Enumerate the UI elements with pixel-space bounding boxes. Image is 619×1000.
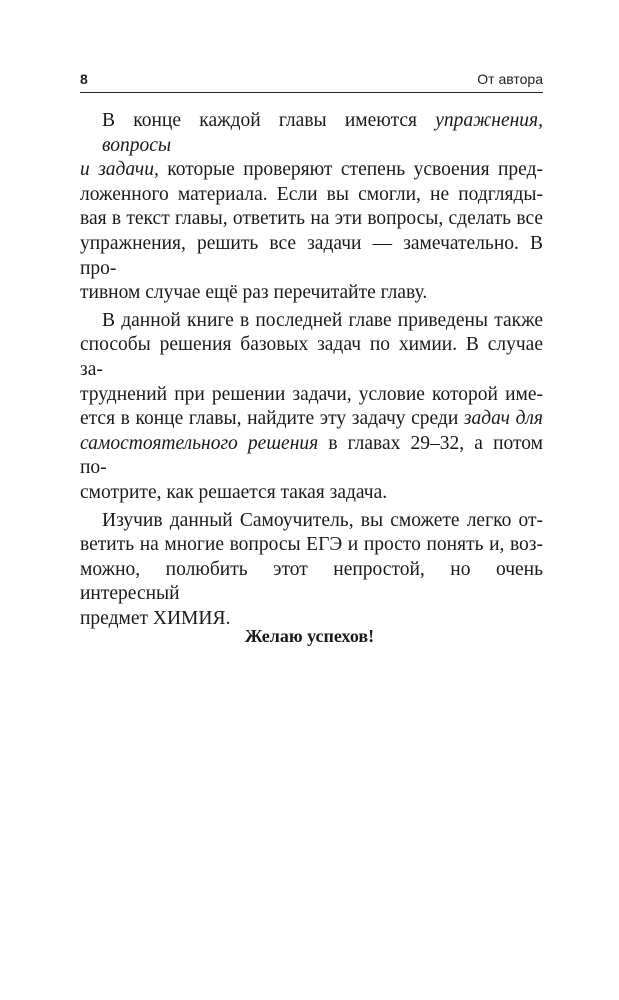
text-line: ется в конце главы, найдите эту задачу среди задач для [80, 408, 543, 430]
text-line: В конце каждой главы имеются упражнения, вопросы [102, 110, 543, 156]
emphasized-text: задач для [463, 408, 543, 430]
running-head: От автора [477, 71, 543, 87]
emphasized-text: самостоятельного решения [80, 432, 319, 454]
text-line: смотрите, как решается такая задача. [80, 481, 388, 503]
text-line: вая в текст главы, ответить на эти вопросы, сделать все [80, 208, 543, 230]
paragraph [80, 509, 543, 632]
text-line: способы решения базовых задач по химии. В случае за- [80, 334, 543, 380]
emphasized-text: и задачи [80, 159, 154, 181]
text-line: самостоятельного решения в главах 29–32, а потом по- [80, 432, 543, 479]
page-number: 8 [80, 71, 88, 87]
paragraph [80, 309, 543, 506]
paragraph [80, 109, 543, 306]
text-line: ветить на многие вопросы ЕГЭ и просто понять и, воз- [80, 534, 543, 556]
text-line: В данной книге в последней главе приведены также [102, 309, 543, 331]
text-line: упражнения, решить все задачи — замечательно. В про- [80, 232, 543, 279]
closing-line: Желаю успехов! [244, 626, 375, 646]
text-line: и задачи, которые проверяют степень усвоения пред- [80, 159, 543, 181]
page-header [80, 70, 543, 93]
text-line: ложенного материала. Если вы смогли, не подгляды- [80, 183, 543, 205]
text-line: Изучив данный Самоучитель, вы сможете легко от- [102, 509, 543, 531]
text-line: труднений при решении задачи, условие которой име- [80, 383, 543, 405]
body-text [80, 109, 543, 631]
text-line: предмет ХИМИЯ. [80, 607, 231, 629]
emphasized-text: упражнения, вопросы [102, 110, 543, 156]
text-line: тивном случае ещё раз перечитайте главу. [80, 282, 428, 304]
text-line: можно, полюбить этот непростой, но очень интересный [80, 558, 543, 605]
